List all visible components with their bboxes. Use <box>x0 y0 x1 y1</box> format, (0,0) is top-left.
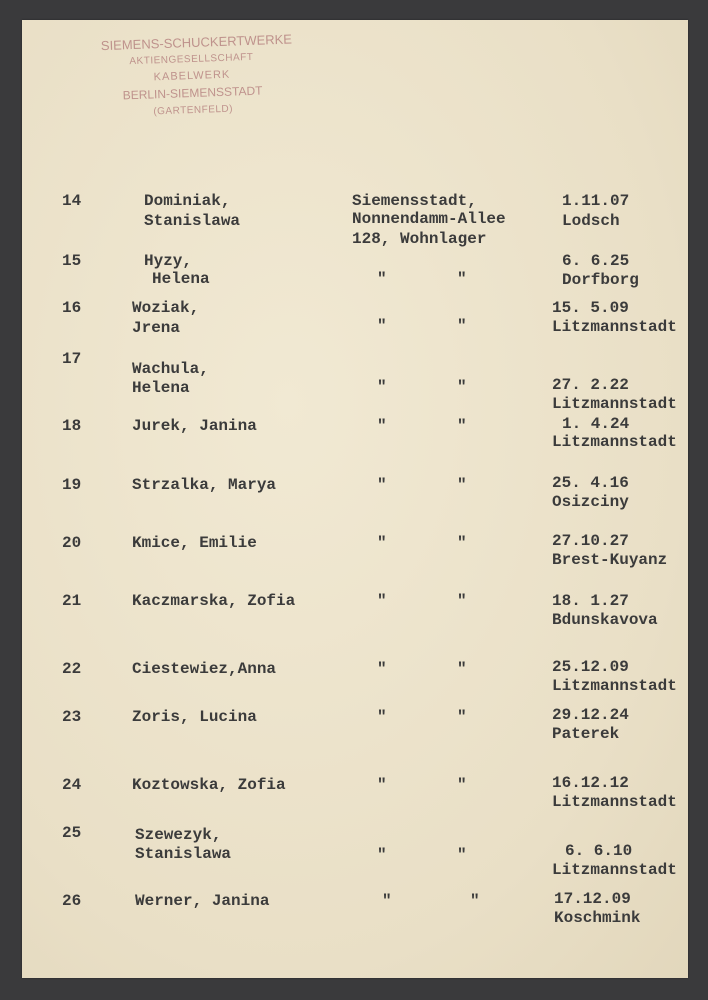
entry-number: 16 <box>62 299 82 317</box>
birth-place: Osizciny <box>552 493 629 511</box>
birth-date: 25. 4.16 <box>552 474 629 492</box>
birth-place: Dorfborg <box>562 271 639 289</box>
ditto-mark: " <box>457 317 467 335</box>
stamp-line: KABELWERK <box>153 68 231 84</box>
birth-place: Litzmannstadt <box>552 433 677 451</box>
entry-number: 21 <box>62 592 82 610</box>
entry-name-cont: Helena <box>152 270 210 288</box>
birth-date: 18. 1.27 <box>552 592 629 610</box>
birth-date: 17.12.09 <box>554 890 631 908</box>
entry-name-cont: Helena <box>132 379 190 397</box>
entry-name: Wachula, <box>132 360 209 378</box>
ditto-mark: " <box>457 592 467 610</box>
birth-date: 27.10.27 <box>552 532 629 550</box>
entry-name: Strzalka, Marya <box>132 476 277 494</box>
birth-date: 15. 5.09 <box>552 299 629 317</box>
entry-name: Woziak, <box>132 299 200 317</box>
birth-date: 25.12.09 <box>552 658 629 676</box>
entry-number: 17 <box>62 350 82 368</box>
ditto-mark: " <box>457 417 467 435</box>
entry-number: 15 <box>62 252 82 270</box>
ditto-mark: " <box>377 317 387 335</box>
entry-name: Hyzy, <box>144 252 193 270</box>
entry-name-cont: Stanislawa <box>144 212 241 230</box>
ditto-mark: " <box>457 776 467 794</box>
ditto-mark: " <box>377 270 387 288</box>
birth-place: Litzmannstadt <box>552 793 677 811</box>
address-line: Nonnendamm-Allee <box>352 210 506 228</box>
ditto-mark: " <box>377 776 387 794</box>
entry-name: Koztowska, Zofia <box>132 776 286 794</box>
ditto-mark: " <box>377 378 387 396</box>
entry-number: 14 <box>62 192 82 210</box>
birth-date: 29.12.24 <box>552 706 629 724</box>
birth-date: 6. 6.25 <box>562 252 630 270</box>
ditto-mark: " <box>377 660 387 678</box>
entry-number: 26 <box>62 892 82 910</box>
entry-number: 20 <box>62 534 82 552</box>
document-page <box>22 20 688 978</box>
birth-place: Koschmink <box>554 909 641 927</box>
ditto-mark: " <box>377 417 387 435</box>
ditto-mark: " <box>457 846 467 864</box>
entry-name-cont: Stanislawa <box>135 845 232 863</box>
ditto-mark: " <box>457 534 467 552</box>
entry-number: 24 <box>62 776 82 794</box>
stamp-line: SIEMENS-SCHUCKERTWERKE <box>100 31 293 54</box>
entry-name: Kmice, Emilie <box>132 534 257 552</box>
entry-number: 23 <box>62 708 82 726</box>
birth-date: 27. 2.22 <box>552 376 629 394</box>
entry-name: Werner, Janina <box>135 892 270 910</box>
birth-place: Brest-Kuyanz <box>552 551 668 569</box>
address-line: 128, Wohnlager <box>352 230 487 248</box>
birth-place: Lodsch <box>562 212 620 230</box>
birth-date: 16.12.12 <box>552 774 629 792</box>
birth-date: 1.11.07 <box>562 192 630 210</box>
ditto-mark: " <box>457 378 467 396</box>
entry-name: Kaczmarska, Zofia <box>132 592 296 610</box>
ditto-mark: " <box>457 660 467 678</box>
entry-name: Ciestewiez,Anna <box>132 660 277 678</box>
ditto-mark: " <box>377 592 387 610</box>
company-stamp <box>100 31 293 122</box>
birth-place: Bdunskavova <box>552 611 658 629</box>
ditto-mark: " <box>382 892 392 910</box>
ditto-mark: " <box>377 476 387 494</box>
entry-name: Szewezyk, <box>135 826 222 844</box>
entry-name: Jurek, Janina <box>132 417 257 435</box>
birth-place: Litzmannstadt <box>552 677 677 695</box>
entry-number: 19 <box>62 476 82 494</box>
birth-place: Paterek <box>552 725 620 743</box>
stamp-line: (GARTENFELD) <box>153 103 234 118</box>
birth-place: Litzmannstadt <box>552 318 677 336</box>
ditto-mark: " <box>457 708 467 726</box>
birth-place: Litzmannstadt <box>552 861 677 879</box>
entry-name: Zoris, Lucina <box>132 708 257 726</box>
entry-number: 25 <box>62 824 82 842</box>
ditto-mark: " <box>470 892 480 910</box>
ditto-mark: " <box>457 476 467 494</box>
stamp-line: AKTIENGESELLSCHAFT <box>129 51 254 68</box>
stamp-line: BERLIN-SIEMENSSTADT <box>122 83 263 103</box>
birth-place: Litzmannstadt <box>552 395 677 413</box>
ditto-mark: " <box>377 708 387 726</box>
ditto-mark: " <box>377 846 387 864</box>
entry-number: 22 <box>62 660 82 678</box>
ditto-mark: " <box>457 270 467 288</box>
entry-name-cont: Jrena <box>132 319 181 337</box>
entry-name: Dominiak, <box>144 192 231 210</box>
birth-date: 6. 6.10 <box>565 842 633 860</box>
entry-number: 18 <box>62 417 82 435</box>
birth-date: 1. 4.24 <box>562 415 630 433</box>
address-line: Siemensstadt, <box>352 192 477 210</box>
ditto-mark: " <box>377 534 387 552</box>
